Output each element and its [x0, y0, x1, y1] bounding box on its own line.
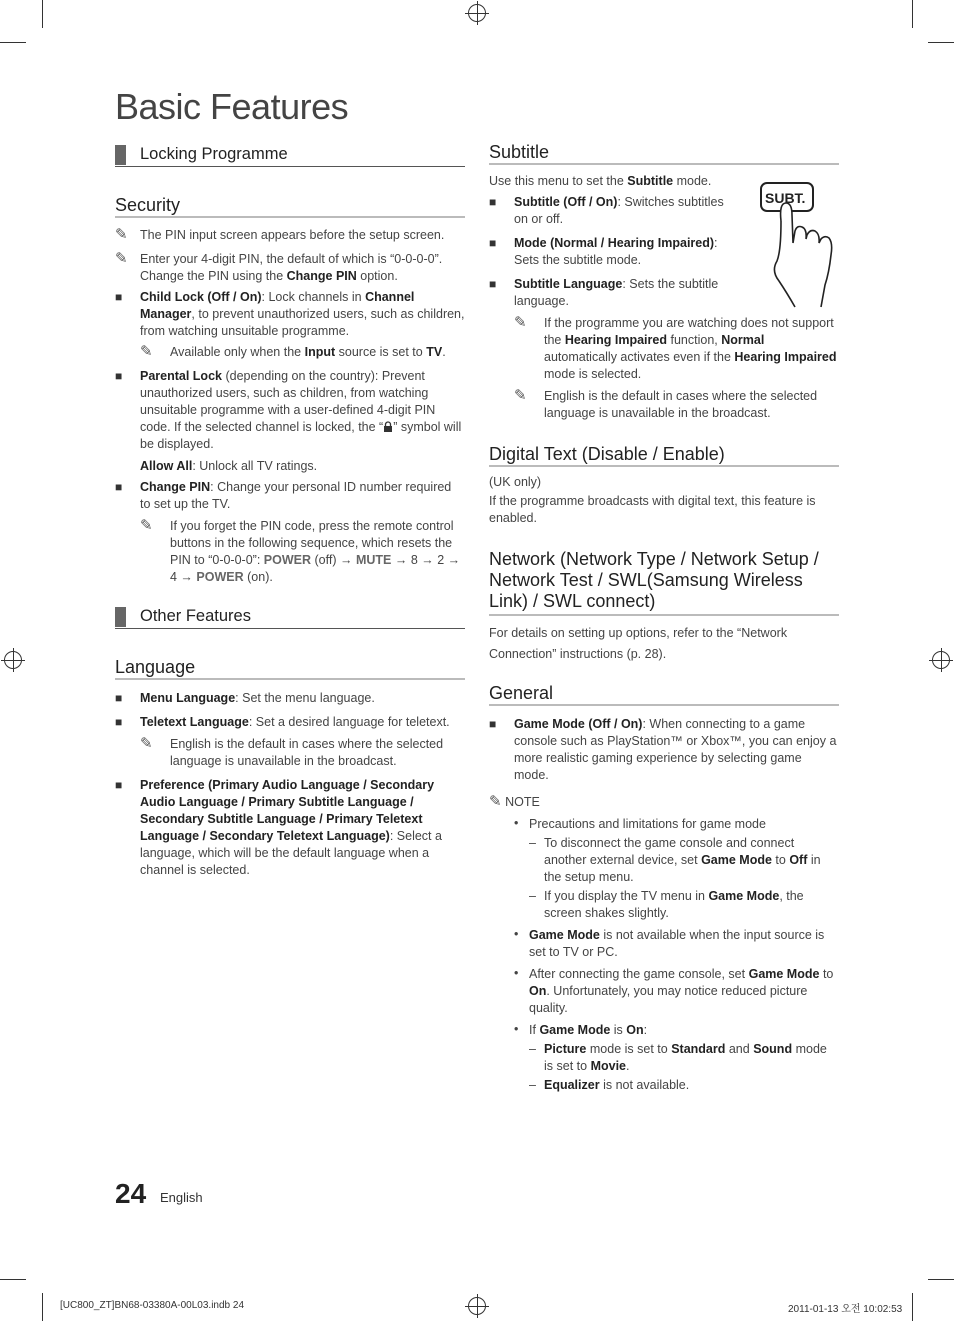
section-locking-programme: Locking Programme	[115, 144, 465, 167]
crop-mark	[42, 0, 43, 28]
note-security-2: ✎ Enter your 4-digit PIN, the default of which is “0-0-0-0”. Change the PIN using the Change PIN option.	[115, 250, 443, 283]
bullet-not-available: • Game Mode is not available when the input source is set to TV or PC.	[514, 927, 825, 959]
subtitle-intro: Use this menu to set the Subtitle mode.	[489, 174, 712, 188]
crop-mark	[928, 42, 954, 43]
bullet-if-game-mode-on: • If Game Mode is On:	[514, 1022, 648, 1037]
bullet-after-connecting: • After connecting the game console, set Game Mode to On. Unfortunately, you may notice reduced picture quality.	[514, 966, 834, 1015]
subtitle-block	[489, 173, 839, 310]
imprint-file: [UC800_ZT]BN68-03380A-00L03.indb 24	[60, 1300, 245, 1311]
dash-equalizer: – Equalizer is not available.	[529, 1078, 690, 1092]
list-item-teletext-language: ■ Teletext Language: Set a desired language for teletext.	[115, 714, 465, 731]
crop-mark	[912, 0, 913, 28]
dash-disconnect: – To disconnect the game console and connect another external device, set Game Mode to Off in the setup menu.	[529, 836, 821, 884]
note-change-pin: ✎ If you forget the PIN code, press the remote control buttons in the following sequence, which resets the PIN to “0-0-0-0”: POWER (off) → MUTE → 8 → 2 → 4 → POWER (on).	[140, 517, 461, 584]
dash-picture-mode: – Picture mode is set to Standard and Sound mode is set to Movie.	[529, 1042, 827, 1073]
note-heading: ✎ NOTE	[489, 793, 540, 810]
list-item-subtitle-mode: ■ Mode (Normal / Hearing Impaired): Sets the subtitle mode.	[489, 235, 734, 269]
note-subtitle-1: ✎ If the programme you are watching does not support the Hearing Impaired function, Normal automatically activates even if the Hearing Impaired mode is selected.	[514, 314, 837, 381]
note-teletext: ✎ English is the default in cases where the selected language is unavailable in the broadcast.	[140, 735, 444, 768]
crop-mark	[0, 1279, 26, 1280]
pencil-icon: ✎	[514, 387, 527, 404]
list-item-preference: ■ Preference (Primary Audio Language / Secondary Audio Language / Primary Subtitle Language / Secondary Subtitle Language / Primary Teletext Language / Secondary Teletext Language): Select a language, which will be the default language when a channel is selected.	[115, 777, 465, 879]
crop-mark	[928, 1279, 954, 1280]
registration-mark-icon	[932, 651, 950, 669]
note-subtitle-2: ✎ English is the default in cases where the selected language is unavailable in the broadcast.	[514, 387, 818, 420]
note-security-1: ✎ The PIN input screen appears before the setup screen.	[115, 226, 445, 243]
subt-button-label: SUBT.	[765, 190, 806, 206]
crop-mark	[0, 42, 26, 43]
page-language: English	[160, 1190, 203, 1205]
imprint-timestamp: 2011-01-13 오전 10:02:53	[788, 1304, 903, 1315]
crop-mark	[912, 1293, 913, 1321]
network-description: For details on setting up options, refer to the “Network Connection” instructions (p. 28).	[489, 626, 788, 661]
list-item-change-pin: ■ Change PIN: Change your personal ID number required to set up the TV.	[115, 479, 465, 513]
section-other-features: Other Features	[115, 606, 465, 629]
dash-tv-menu: – If you display the TV menu in Game Mode, the screen shakes slightly.	[529, 889, 804, 920]
heading-subtitle: Subtitle	[489, 144, 839, 165]
left-column	[115, 144, 465, 879]
pencil-icon: ✎	[140, 343, 153, 360]
heading-network: Network (Network Type / Network Setup / Network Test / SWL(Samsung Wireless Link) / SWL connect)	[489, 549, 839, 616]
page-title: Basic Features	[115, 86, 349, 127]
crop-mark	[42, 1293, 43, 1321]
list-item-subtitle-language: ■ Subtitle Language: Sets the subtitle language.	[489, 276, 734, 310]
heading-language: Language	[115, 659, 465, 680]
list-item-subtitle-on-off: ■ Subtitle (Off / On): Switches subtitles on or off.	[489, 194, 734, 228]
list-item-menu-language: ■ Menu Language: Set the menu language.	[115, 690, 465, 707]
heading-security: Security	[115, 197, 465, 218]
heading-general: General	[489, 685, 839, 706]
list-item-parental-lock: ■ Parental Lock (depending on the country): Prevent unauthorized users, such as children, from watching unsuitable programme with a user-defined 4-digit PIN code. If the selected channel is locked, the “ ” symbol will be displayed.	[115, 368, 465, 453]
list-item-child-lock: ■ Child Lock (Off / On): Lock channels in Channel Manager, to prevent unauthorized users, such as children, from watching unsuitable programme.	[115, 289, 465, 340]
bullet-precautions: • Precautions and limitations for game mode	[514, 816, 766, 831]
pencil-icon: ✎	[140, 735, 153, 752]
pencil-icon: ✎	[115, 250, 128, 267]
registration-mark-icon	[468, 1297, 486, 1315]
digital-text-uk-only: (UK only)	[489, 475, 542, 489]
digital-text-description: If the programme broadcasts with digital text, this feature is enabled.	[489, 494, 816, 525]
pencil-icon: ✎	[115, 226, 128, 243]
lock-icon	[383, 421, 393, 432]
pencil-icon: ✎	[140, 517, 153, 534]
allow-all-line: Allow All: Unlock all TV ratings.	[140, 459, 318, 473]
registration-mark-icon	[4, 651, 22, 669]
registration-mark-icon	[468, 4, 486, 22]
pencil-icon: ✎	[514, 314, 527, 331]
page-number: 24	[115, 1178, 147, 1209]
pencil-icon: ✎	[489, 793, 502, 810]
right-column	[489, 144, 839, 1094]
list-item-game-mode: ■ Game Mode (Off / On): When connecting to a game console such as PlayStation™ or Xbox™, you can enjoy a more realistic gaming experience by selecting game mode.	[489, 716, 839, 784]
note-child-lock: ✎ Available only when the Input source is set to TV.	[140, 343, 446, 360]
heading-digital-text: Digital Text (Disable / Enable)	[489, 446, 839, 467]
